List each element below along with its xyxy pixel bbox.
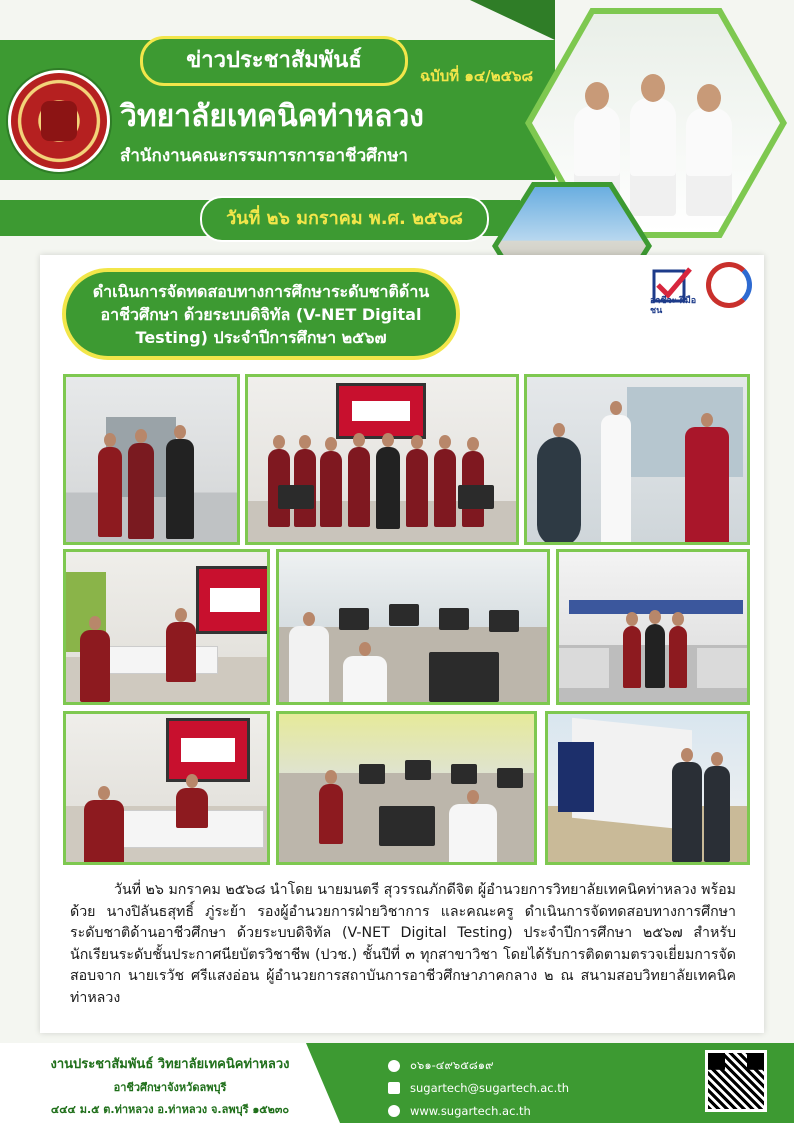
photo-exam-room [276, 549, 550, 705]
qr-code[interactable] [705, 1050, 767, 1112]
globe-icon [388, 1105, 400, 1117]
header-accent [470, 0, 555, 40]
issue-number: ฉบับที่ ๑๔/๒๕๖๘ [420, 67, 534, 85]
news-date: วันที่ ๒๖ มกราคม พ.ศ. ๒๕๖๘ [200, 196, 489, 242]
footer-province: อาชีวศึกษาจังหวัดลพบุรี [113, 1081, 227, 1094]
footer-address: ๔๔๔ ม.๕ ต.ท่าหลวง อ.ท่าหลวง จ.ลพบุรี ๑๕๒๓๐ [50, 1103, 290, 1116]
body-paragraph: วันที่ ๒๖ มกราคม ๒๕๖๘ นำโดย นายมนตรี สุวรรณภักดีจิต ผู้อำนวยการวิทยาลัยเทคนิคท่าหลวง พร้อมด้วย นางปิลันธสุทธิ์ ภู่ระย้า รองผู้อำนวยการฝ่ายวิชาการ และคณะครู ดำเนินการจัดทดสอบทางการศึกษาระดับชาติด้านอาชีวศึกษา ด้วยระบบดิจิทัล (V-NET Digital Testing) ประจำปีการศึกษา ๒๕๖๗ สำหรับนักเรียนระดับชั้นประกาศนียบัตรวิชาชีพ (ปวช.) ชั้นปีที่ ๓ ทุกสาขาวิชา โดยได้รับการติดตามตรวจเยี่ยมการจัดสอบจาก นายเรวัช ศรีแสงอ่อน ผู้อำนวยการสถาบันการอาชีวศึกษาภาคกลาง ๒ ณ สนามสอบวิทยาลัยเทคนิคท่าหลวง [70, 882, 736, 1006]
executive-figure [630, 98, 676, 216]
vnet-logo-label: อาชีวะ ฝีมือชน [650, 296, 697, 316]
photo-notice-board [545, 711, 750, 865]
photo-handover [63, 374, 240, 545]
office-name: สำนักงานคณะกรรมการการอาชีวศึกษา [120, 146, 408, 166]
headline: ดำเนินการจัดทดสอบทางการศึกษาระดับชาติด้านอาชีวศึกษา ด้วยระบบดิจิทัล (V-NET Digital Testing) ประจำปีการศึกษา ๒๕๖๗ [62, 268, 460, 360]
footer-email-row [388, 1081, 569, 1095]
footer-email[interactable]: sugartech@sugartech.ac.th [410, 1081, 570, 1095]
footer-phone-row [388, 1057, 494, 1075]
news-body [70, 880, 736, 1009]
seal-emblem-icon [41, 101, 77, 141]
photo-desk [63, 711, 270, 865]
photo-lobby [556, 549, 750, 705]
photo-check-in [524, 374, 750, 545]
qr-code-pattern [708, 1053, 764, 1109]
email-icon [388, 1082, 400, 1094]
photo-computer-lab [276, 711, 537, 865]
photo-meeting-table [63, 549, 270, 705]
footer-website[interactable]: www.sugartech.ac.th [410, 1104, 531, 1118]
executive-figure [686, 108, 732, 216]
college-seal-logo [8, 70, 110, 172]
footer-unit: งานประชาสัมพันธ์ วิทยาลัยเทคนิคท่าหลวง [50, 1057, 290, 1072]
vocational-logo-icon [706, 262, 752, 308]
photo-group [245, 374, 519, 545]
phone-icon [388, 1060, 400, 1072]
footer-phone: ๐๖๑-๔๙๖๕๘๑๙ [410, 1058, 494, 1072]
footer-website-row [388, 1104, 531, 1118]
pr-title: ข่าวประชาสัมพันธ์ [140, 36, 408, 86]
college-name: วิทยาลัยเทคนิคท่าหลวง [120, 99, 424, 134]
